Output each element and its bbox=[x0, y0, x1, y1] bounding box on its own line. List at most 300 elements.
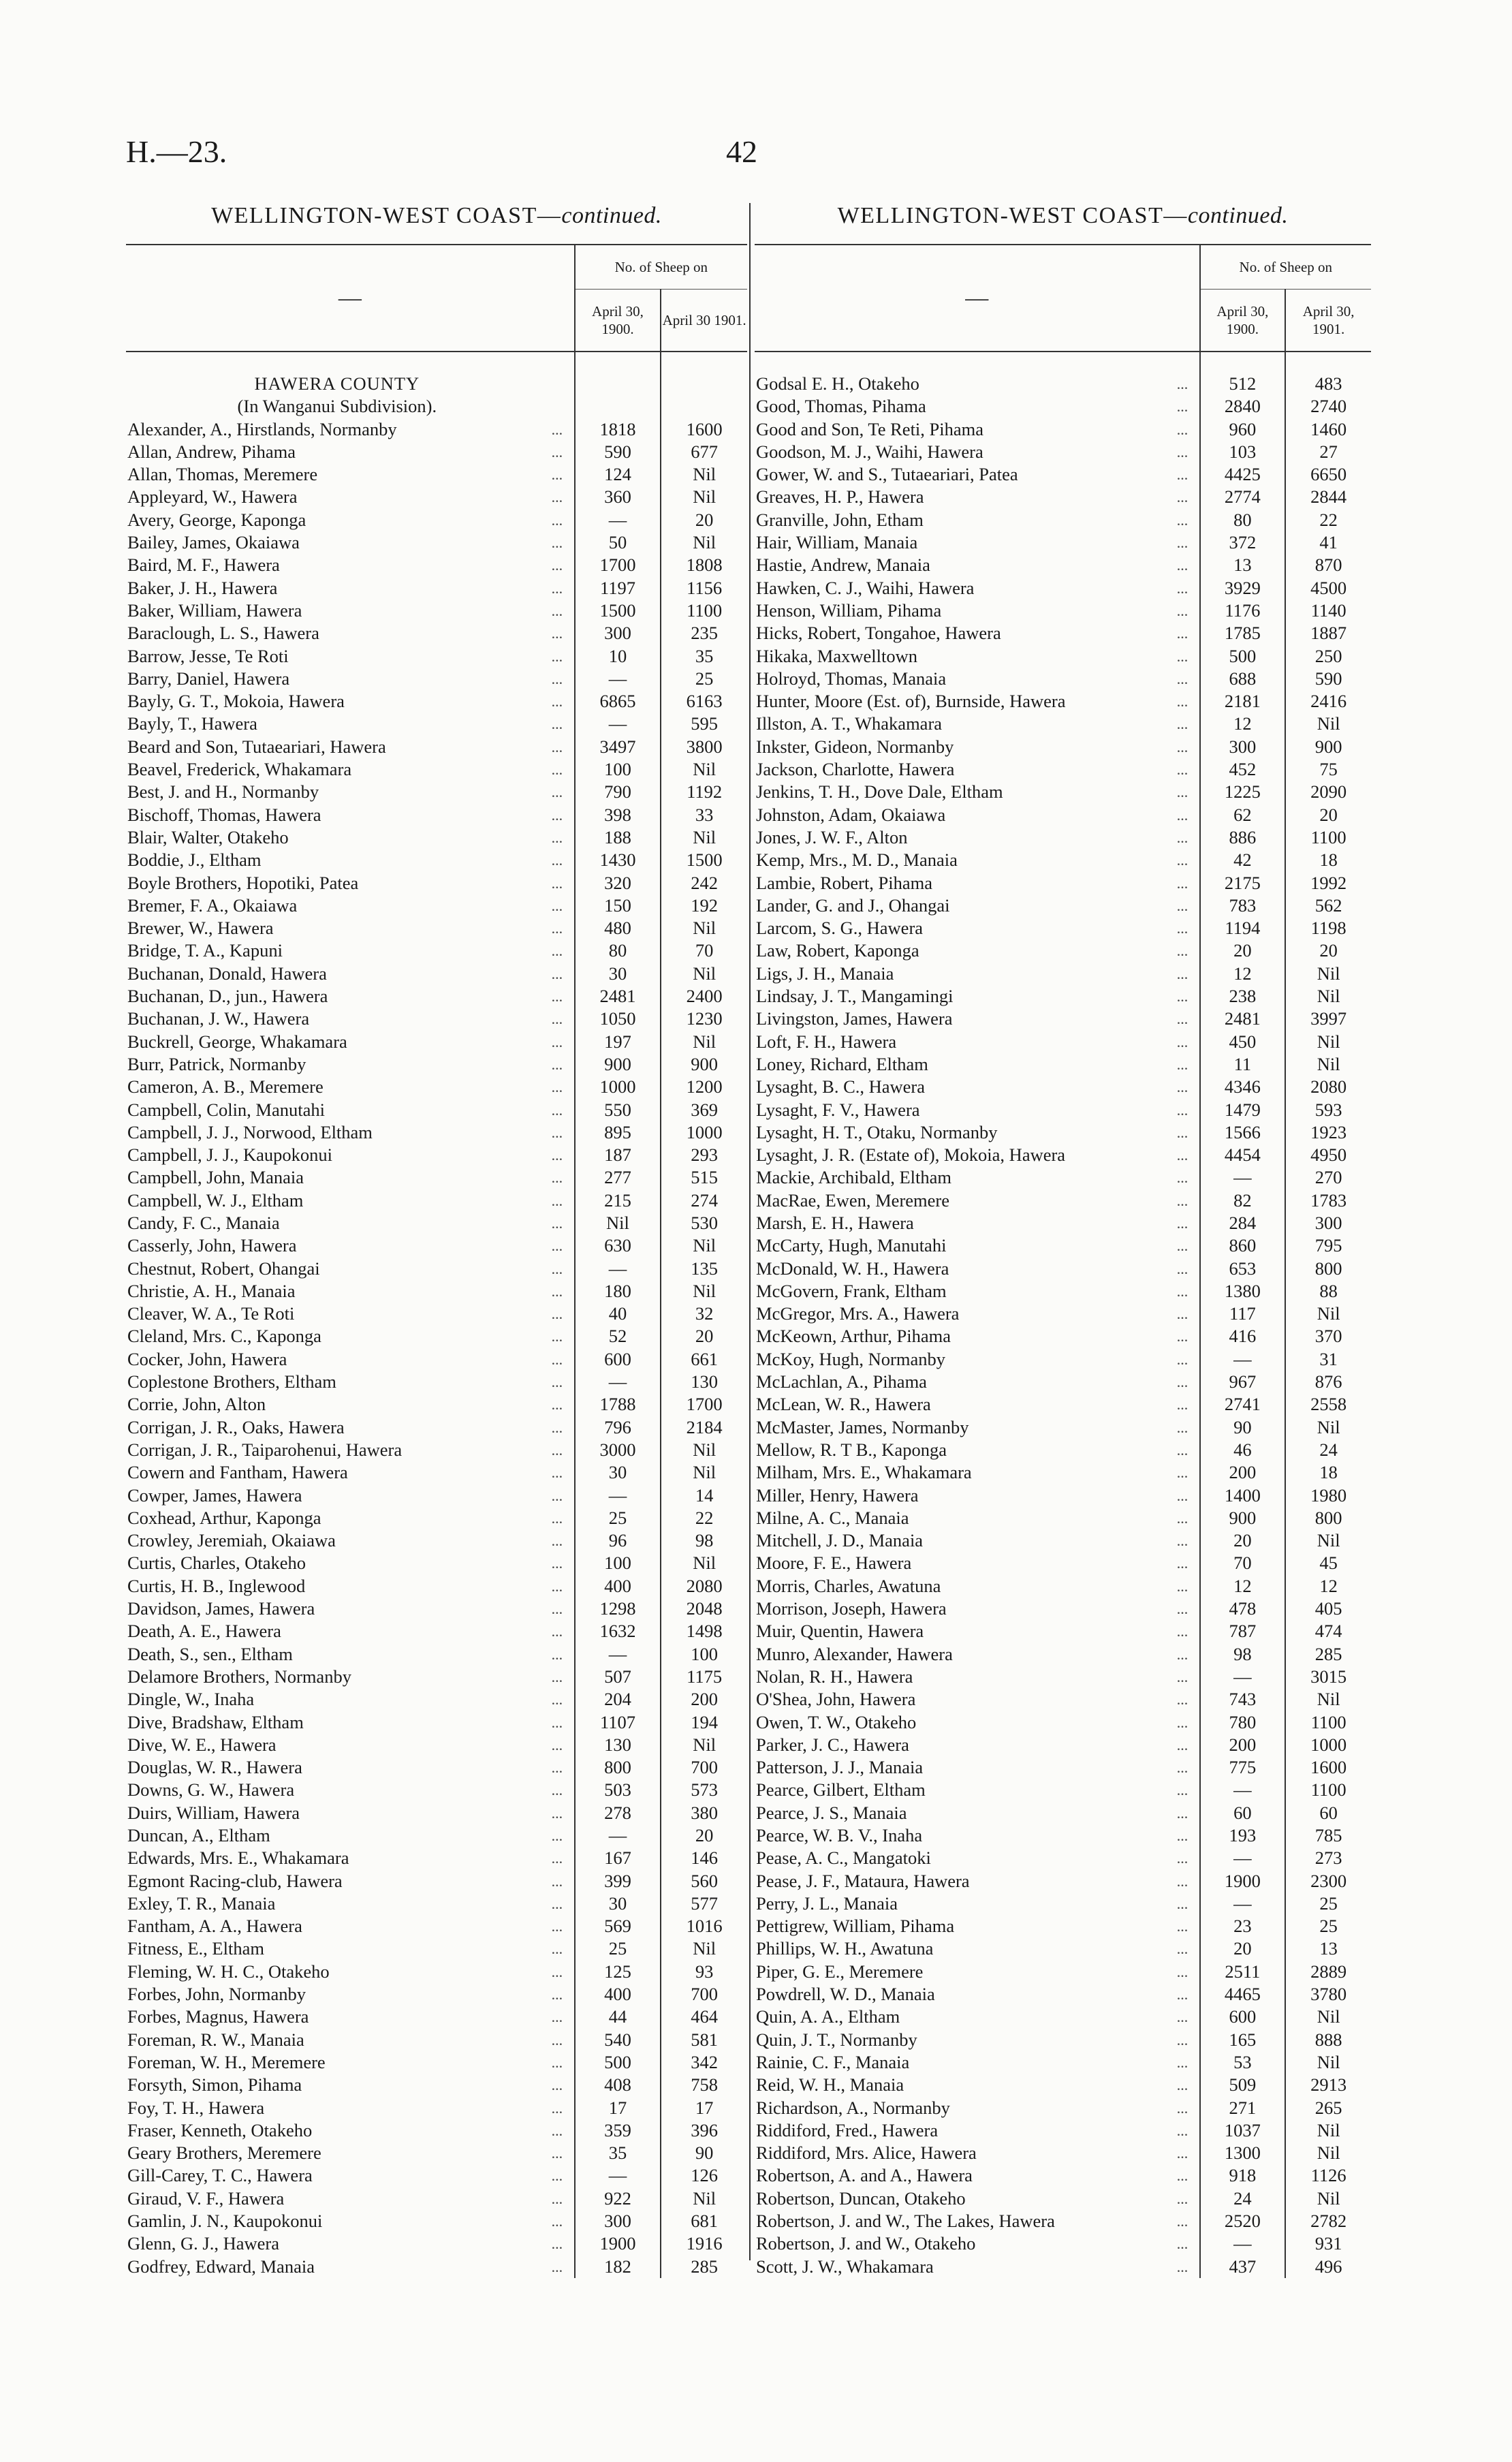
sheep-1900: 50 bbox=[575, 531, 661, 554]
table-row bbox=[126, 1166, 747, 1189]
sheep-1901: 293 bbox=[661, 1144, 747, 1166]
sheep-1901: 405 bbox=[1285, 1598, 1371, 1620]
leader-dots: ... bbox=[1176, 1781, 1188, 1799]
owner-name: Christie, A. H., Manaia bbox=[127, 1280, 296, 1301]
table-row bbox=[126, 1734, 747, 1756]
leader-dots: ... bbox=[1176, 579, 1188, 597]
sheep-1900: — bbox=[575, 2164, 661, 2187]
sheep-1900: 188 bbox=[575, 826, 661, 849]
sheep-1900: — bbox=[1200, 1779, 1286, 1801]
table-row bbox=[126, 1824, 747, 1847]
owner-name: Dingle, W., Inaha bbox=[127, 1689, 255, 1710]
leader-dots: ... bbox=[1176, 942, 1188, 960]
table-row bbox=[126, 622, 747, 644]
owner-name: Phillips, W. H., Awatuna bbox=[756, 1938, 934, 1959]
table-row bbox=[755, 622, 1371, 644]
sheep-1900: 187 bbox=[575, 1144, 661, 1166]
leader-dots: ... bbox=[1176, 828, 1188, 846]
sheep-1900: 452 bbox=[1200, 758, 1286, 781]
sheep-1900: 500 bbox=[1200, 645, 1286, 668]
sheep-1901: 60 bbox=[1285, 1802, 1371, 1824]
owner-name: Death, S., sen., Eltham bbox=[127, 1643, 293, 1664]
leader-dots: ... bbox=[551, 1033, 563, 1050]
sheep-1901: Nil bbox=[1285, 713, 1371, 735]
table-row bbox=[126, 1348, 747, 1371]
table-row bbox=[126, 963, 747, 985]
table-row bbox=[126, 1892, 747, 1915]
owner-name: Richardson, A., Normanby bbox=[756, 2097, 950, 2118]
sheep-1900: 2511 bbox=[1200, 1961, 1286, 1983]
sheep-1900: — bbox=[1200, 1666, 1286, 1688]
sheep-1900: 1176 bbox=[1200, 599, 1286, 622]
sheep-1901: 90 bbox=[661, 2142, 747, 2164]
table-row bbox=[126, 1983, 747, 2006]
owner-name: Morrison, Joseph, Hawera bbox=[756, 1598, 947, 1619]
leader-dots: ... bbox=[551, 2213, 563, 2230]
sheep-1901: 2400 bbox=[661, 985, 747, 1008]
sheep-1900: 284 bbox=[1200, 1212, 1286, 1234]
owner-name: Quin, A. A., Eltham bbox=[756, 2006, 900, 2027]
sheep-1901: 1156 bbox=[661, 577, 747, 599]
leader-dots: ... bbox=[1176, 1396, 1188, 1414]
owner-name: Hawken, C. J., Waihi, Hawera bbox=[756, 577, 975, 598]
owner-name: Bayly, T., Hawera bbox=[127, 713, 257, 734]
sheep-1901: 1500 bbox=[661, 849, 747, 871]
table-row bbox=[126, 804, 747, 826]
table-row bbox=[755, 577, 1371, 599]
owner-name: Corrie, John, Alton bbox=[127, 1394, 266, 1415]
sheep-1900: 2181 bbox=[1200, 690, 1286, 713]
owner-name: Moore, F. E., Hawera bbox=[756, 1553, 912, 1574]
sheep-1901: 870 bbox=[1285, 554, 1371, 576]
table-row bbox=[126, 985, 747, 1008]
leader-dots: ... bbox=[1176, 965, 1188, 982]
leader-dots: ... bbox=[1176, 1169, 1188, 1187]
owner-name: Granville, John, Etham bbox=[756, 509, 924, 530]
table-row bbox=[755, 2256, 1371, 2278]
leader-dots: ... bbox=[1176, 920, 1188, 937]
owner-name: Edwards, Mrs. E., Whakamara bbox=[127, 1848, 349, 1869]
owner-name: Lysaght, F. V., Hawera bbox=[756, 1099, 920, 1120]
owner-name: Curtis, H. B., Inglewood bbox=[127, 1575, 306, 1596]
table-row bbox=[755, 1824, 1371, 1847]
sheep-1900: 25 bbox=[575, 1507, 661, 1529]
sheep-1900: 12 bbox=[1200, 713, 1286, 735]
sheep-1900: 52 bbox=[575, 1325, 661, 1347]
sheep-1900: 60 bbox=[1200, 1802, 1286, 1824]
leader-dots: ... bbox=[551, 874, 563, 892]
sheep-1900: 2774 bbox=[1200, 486, 1286, 508]
leader-dots: ... bbox=[1176, 647, 1188, 665]
leader-dots: ... bbox=[551, 1237, 563, 1255]
owner-name: Cleaver, W. A., Te Roti bbox=[127, 1303, 295, 1324]
sheep-1901: 681 bbox=[661, 2210, 747, 2232]
leader-dots: ... bbox=[551, 715, 563, 733]
leader-dots: ... bbox=[551, 1555, 563, 1572]
owner-name: Lysaght, H. T., Otaku, Normanby bbox=[756, 1121, 998, 1142]
owner-name: Nolan, R. H., Hawera bbox=[756, 1666, 913, 1687]
sheep-1901: 25 bbox=[1285, 1915, 1371, 1937]
table-row bbox=[755, 1461, 1371, 1484]
owner-name: Ligs, J. H., Manaia bbox=[756, 963, 894, 984]
sheep-1900: 90 bbox=[1200, 1416, 1286, 1439]
leader-dots: ... bbox=[551, 2190, 563, 2207]
sheep-1900: 215 bbox=[575, 1189, 661, 1212]
owner-name: Alexander, A., Hirstlands, Normanby bbox=[127, 418, 397, 439]
column-title: WELLINGTON-WEST COAST—continued. bbox=[837, 203, 1289, 228]
sheep-1900: 400 bbox=[575, 1575, 661, 1598]
sheep-1900: Nil bbox=[575, 1212, 661, 1234]
table-row bbox=[126, 690, 747, 713]
sheep-1900: 20 bbox=[1200, 1937, 1286, 1960]
sheep-1900: 1788 bbox=[575, 1393, 661, 1416]
leader-dots: ... bbox=[1176, 1940, 1188, 1958]
table-row bbox=[755, 1303, 1371, 1325]
table-row bbox=[126, 939, 747, 962]
sheep-1900: 1197 bbox=[575, 577, 661, 599]
sheep-1901: Nil bbox=[661, 463, 747, 486]
sheep-1901: 661 bbox=[661, 1348, 747, 1371]
sheep-1900: 630 bbox=[575, 1234, 661, 1257]
year-1900-header: April 30, 1900. bbox=[1200, 290, 1286, 352]
sheep-1900: 550 bbox=[575, 1099, 661, 1121]
table-row bbox=[755, 2029, 1371, 2051]
sheep-1901: 135 bbox=[661, 1258, 747, 1280]
owner-name: Fraser, Kenneth, Otakeho bbox=[127, 2119, 313, 2140]
table-row bbox=[755, 1575, 1371, 1598]
leader-dots: ... bbox=[551, 1055, 563, 1073]
owner-name: Bridge, T. A., Kapuni bbox=[127, 940, 283, 961]
owner-name: Exley, T. R., Manaia bbox=[127, 1892, 276, 1914]
sheep-1901: Nil bbox=[661, 1234, 747, 1257]
leader-dots: ... bbox=[1176, 1033, 1188, 1050]
table-row bbox=[126, 2074, 747, 2096]
sheep-1901: 98 bbox=[661, 1529, 747, 1552]
sheep-1900: 2741 bbox=[1200, 1393, 1286, 1416]
sheep-count-header: No. of Sheep on bbox=[1200, 245, 1371, 290]
table-row bbox=[755, 1189, 1371, 1212]
owner-name: Cocker, John, Hawera bbox=[127, 1348, 287, 1369]
sheep-1901: 274 bbox=[661, 1189, 747, 1212]
sheep-1901: Nil bbox=[661, 826, 747, 849]
leader-dots: ... bbox=[1176, 1918, 1188, 1935]
sheep-1901: 573 bbox=[661, 1779, 747, 1801]
sheep-1901: Nil bbox=[661, 1552, 747, 1574]
sheep-1900: 180 bbox=[575, 1280, 661, 1303]
sheep-1901: 3780 bbox=[1285, 1983, 1371, 2006]
owner-name: Crowley, Jeremiah, Okaiawa bbox=[127, 1530, 336, 1551]
leader-dots: ... bbox=[1176, 511, 1188, 529]
leader-dots: ... bbox=[551, 1804, 563, 1822]
owner-name: McDonald, W. H., Hawera bbox=[756, 1258, 949, 1279]
owner-name: Baraclough, L. S., Hawera bbox=[127, 623, 319, 644]
leader-dots: ... bbox=[1176, 693, 1188, 711]
leader-dots: ... bbox=[551, 2145, 563, 2162]
sheep-1900: 6865 bbox=[575, 690, 661, 713]
sheep-1901: 3997 bbox=[1285, 1008, 1371, 1030]
sheep-1901: 562 bbox=[1285, 894, 1371, 917]
owner-name: Loney, Richard, Eltham bbox=[756, 1053, 928, 1074]
sheep-1900: — bbox=[575, 668, 661, 690]
leader-dots: ... bbox=[551, 1713, 563, 1731]
sheep-1901: 593 bbox=[1285, 1099, 1371, 1121]
sheep-1901: 900 bbox=[1285, 736, 1371, 758]
leader-dots: ... bbox=[1176, 1464, 1188, 1482]
table-row bbox=[126, 1031, 747, 1053]
sheep-1900: 30 bbox=[575, 1461, 661, 1484]
leader-dots: ... bbox=[551, 488, 563, 506]
sheep-1901: 876 bbox=[1285, 1371, 1371, 1393]
owner-name: McLachlan, A., Pihama bbox=[756, 1371, 927, 1392]
leader-dots: ... bbox=[1176, 715, 1188, 733]
sheep-1900: 12 bbox=[1200, 1575, 1286, 1598]
leader-dots: ... bbox=[1176, 2076, 1188, 2094]
table-row bbox=[755, 1099, 1371, 1121]
owner-name: Corrigan, J. R., Taiparohenui, Hawera bbox=[127, 1439, 403, 1460]
table-row bbox=[755, 1484, 1371, 1507]
sheep-1901: 20 bbox=[661, 1325, 747, 1347]
table-row bbox=[126, 441, 747, 463]
table-row bbox=[126, 1439, 747, 1461]
leader-dots: ... bbox=[1176, 1350, 1188, 1368]
table-row bbox=[755, 509, 1371, 531]
sheep-1900: 860 bbox=[1200, 1234, 1286, 1257]
owner-name: Lysaght, J. R. (Estate of), Mokoia, Hawera bbox=[756, 1144, 1066, 1166]
table-row bbox=[755, 1756, 1371, 1779]
sheep-1901: 1808 bbox=[661, 554, 747, 576]
table-row bbox=[755, 554, 1371, 576]
sheep-1900: 796 bbox=[575, 1416, 661, 1439]
sheep-1901: 2782 bbox=[1285, 2210, 1371, 2232]
year-1901-header: April 30, 1901. bbox=[1285, 290, 1371, 352]
table-row bbox=[755, 1779, 1371, 1801]
sheep-1901: 17 bbox=[661, 2097, 747, 2119]
owner-name: Lander, G. and J., Ohangai bbox=[756, 894, 950, 916]
sheep-1900: 2175 bbox=[1200, 872, 1286, 894]
table-row bbox=[755, 1393, 1371, 1416]
sheep-1901: 126 bbox=[661, 2164, 747, 2187]
leader-dots: ... bbox=[551, 988, 563, 1006]
leader-dots: ... bbox=[551, 420, 563, 438]
owner-name: Foreman, R. W., Manaia bbox=[127, 2029, 304, 2050]
owner-name: Appleyard, W., Hawera bbox=[127, 486, 298, 508]
leader-dots: ... bbox=[551, 965, 563, 982]
sheep-1901: Nil bbox=[1285, 2051, 1371, 2074]
sheep-1900: 1700 bbox=[575, 554, 661, 576]
leader-dots: ... bbox=[1176, 1827, 1188, 1844]
table-row bbox=[755, 894, 1371, 917]
leader-dots: ... bbox=[1176, 625, 1188, 642]
sheep-1901: Nil bbox=[1285, 2119, 1371, 2142]
leader-dots: ... bbox=[551, 1396, 563, 1414]
table-row bbox=[126, 1620, 747, 1642]
leader-dots: ... bbox=[1176, 761, 1188, 779]
owner-name: Rainie, C. F., Manaia bbox=[756, 2051, 910, 2072]
leader-dots: ... bbox=[551, 1147, 563, 1164]
owner-name: Hunter, Moore (Est. of), Burnside, Hawera bbox=[756, 691, 1066, 712]
sheep-1900: 40 bbox=[575, 1303, 661, 1325]
leader-dots: ... bbox=[551, 1282, 563, 1300]
leader-dots: ... bbox=[551, 1850, 563, 1867]
sheep-1901: 2184 bbox=[661, 1416, 747, 1439]
table-row bbox=[755, 2119, 1371, 2142]
table-row bbox=[755, 939, 1371, 962]
leader-dots: ... bbox=[1176, 1260, 1188, 1277]
table-row bbox=[755, 1121, 1371, 1144]
owner-name: Campbell, John, Manaia bbox=[127, 1167, 304, 1188]
owner-name: Delamore Brothers, Normanby bbox=[127, 1666, 351, 1687]
sheep-1900: 165 bbox=[1200, 2029, 1286, 2051]
owner-name: Giraud, V. F., Hawera bbox=[127, 2187, 285, 2209]
right-column bbox=[755, 203, 1371, 2278]
table-row bbox=[755, 2006, 1371, 2028]
table-row bbox=[126, 1961, 747, 1983]
leader-dots: ... bbox=[551, 828, 563, 846]
sheep-1901: 2080 bbox=[1285, 1076, 1371, 1098]
sheep-1901: Nil bbox=[1285, 2142, 1371, 2164]
sheep-1901: Nil bbox=[1285, 1688, 1371, 1711]
sheep-1901: 194 bbox=[661, 1711, 747, 1734]
leader-dots: ... bbox=[551, 1486, 563, 1504]
table-row bbox=[755, 2210, 1371, 2232]
sheep-1900: 182 bbox=[575, 2256, 661, 2278]
owner-name: Reid, W. H., Manaia bbox=[756, 2074, 904, 2095]
sheep-1900: 82 bbox=[1200, 1189, 1286, 1212]
sheep-1901: 1100 bbox=[1285, 1779, 1371, 1801]
sheep-1900: 743 bbox=[1200, 1688, 1286, 1711]
table-row bbox=[126, 1076, 747, 1098]
sheep-1901: 483 bbox=[1285, 373, 1371, 395]
sheep-1901: 515 bbox=[661, 1166, 747, 1189]
leader-dots: ... bbox=[551, 1214, 563, 1232]
owner-name: McKeown, Arthur, Pihama bbox=[756, 1326, 951, 1347]
leader-dots: ... bbox=[551, 1169, 563, 1187]
owner-name: Baird, M. F., Hawera bbox=[127, 555, 280, 576]
sheep-1901: 1198 bbox=[1285, 917, 1371, 939]
sheep-1900: 3000 bbox=[575, 1439, 661, 1461]
table-row bbox=[126, 2006, 747, 2028]
leader-dots: ... bbox=[1176, 488, 1188, 506]
owner-name: McCarty, Hugh, Manutahi bbox=[756, 1235, 947, 1256]
owner-name: Quin, J. T., Normanby bbox=[756, 2029, 917, 2050]
leader-dots: ... bbox=[1176, 1577, 1188, 1595]
sheep-1901: 758 bbox=[661, 2074, 747, 2096]
leader-dots: ... bbox=[1176, 1963, 1188, 1980]
sheep-1901: 20 bbox=[661, 509, 747, 531]
sheep-1901: 285 bbox=[661, 2256, 747, 2278]
sheep-1900: 895 bbox=[575, 1121, 661, 1144]
leader-dots: ... bbox=[1176, 1759, 1188, 1777]
sheep-1900: 1900 bbox=[1200, 1870, 1286, 1892]
sheep-1900: 150 bbox=[575, 894, 661, 917]
left-column bbox=[126, 203, 747, 2278]
owner-name: Cameron, A. B., Meremere bbox=[127, 1076, 324, 1097]
sheep-1900: 125 bbox=[575, 1961, 661, 1983]
leader-dots: ... bbox=[551, 443, 563, 461]
sheep-1901: 800 bbox=[1285, 1258, 1371, 1280]
sheep-1901: Nil bbox=[1285, 1529, 1371, 1552]
table-row bbox=[755, 2097, 1371, 2119]
sheep-1901: Nil bbox=[1285, 2187, 1371, 2210]
sheep-1901: 888 bbox=[1285, 2029, 1371, 2051]
sheep-1900: 62 bbox=[1200, 804, 1286, 826]
leader-dots: ... bbox=[551, 1441, 563, 1459]
table-row bbox=[755, 849, 1371, 871]
leader-dots: ... bbox=[1176, 1237, 1188, 1255]
leader-dots: ... bbox=[551, 1645, 563, 1663]
table-row bbox=[126, 418, 747, 441]
sheep-1901: 3800 bbox=[661, 736, 747, 758]
leader-dots: ... bbox=[1176, 1532, 1188, 1550]
leader-dots: ... bbox=[551, 1895, 563, 1912]
sheep-1900: 124 bbox=[575, 463, 661, 486]
sheep-1900: 35 bbox=[575, 2142, 661, 2164]
table-row bbox=[126, 463, 747, 486]
sheep-1900: 540 bbox=[575, 2029, 661, 2051]
table-row bbox=[126, 1507, 747, 1529]
leader-dots: ... bbox=[551, 1940, 563, 1958]
owner-name: Robertson, J. and W., Otakeho bbox=[756, 2233, 976, 2254]
leader-dots: ... bbox=[551, 1691, 563, 1709]
sheep-1900: 200 bbox=[1200, 1734, 1286, 1756]
leader-dots: ... bbox=[1176, 1804, 1188, 1822]
table-row bbox=[755, 758, 1371, 781]
table-row bbox=[126, 1915, 747, 1937]
owner-name: Scott, J. W., Whakamara bbox=[756, 2256, 934, 2277]
table-row bbox=[755, 713, 1371, 735]
sheep-1901: 242 bbox=[661, 872, 747, 894]
sheep-1900: 2481 bbox=[575, 985, 661, 1008]
table-row bbox=[126, 1258, 747, 1280]
sheep-1900: — bbox=[575, 1643, 661, 1666]
sheep-1901: 14 bbox=[661, 1484, 747, 1507]
subsection-heading: (In Wanganui Subdivision). bbox=[237, 396, 437, 417]
sheep-1901: 70 bbox=[661, 939, 747, 962]
sheep-1901: Nil bbox=[1285, 1053, 1371, 1076]
owner-name: Henson, William, Pihama bbox=[756, 599, 942, 621]
owner-name: McGregor, Mrs. A., Hawera bbox=[756, 1303, 960, 1324]
leader-dots: ... bbox=[1176, 738, 1188, 755]
sheep-1901: 1498 bbox=[661, 1620, 747, 1642]
sheep-1901: 1016 bbox=[661, 1915, 747, 1937]
sheep-1901: 560 bbox=[661, 1870, 747, 1892]
owner-name: Jackson, Charlotte, Hawera bbox=[756, 759, 955, 780]
owner-name: Fleming, W. H. C., Otakeho bbox=[127, 1961, 330, 1982]
sheep-1901: 369 bbox=[661, 1099, 747, 1121]
sheep-1901: 2300 bbox=[1285, 1870, 1371, 1892]
table-row bbox=[755, 1666, 1371, 1688]
table-row bbox=[126, 1552, 747, 1574]
table-row bbox=[126, 849, 747, 871]
leader-dots: ... bbox=[551, 806, 563, 824]
leader-dots: ... bbox=[551, 1963, 563, 1980]
table-row bbox=[755, 373, 1371, 395]
table-row bbox=[755, 826, 1371, 849]
sheep-1901: 41 bbox=[1285, 531, 1371, 554]
sheep-1900: 918 bbox=[1200, 2164, 1286, 2187]
owner-name: Hicks, Robert, Tongahoe, Hawera bbox=[756, 623, 1001, 644]
table-row bbox=[755, 418, 1371, 441]
table-row bbox=[126, 509, 747, 531]
owner-name: Milne, A. C., Manaia bbox=[756, 1507, 909, 1528]
table-row bbox=[126, 1121, 747, 1144]
table-row bbox=[126, 2232, 747, 2255]
sheep-1900: 42 bbox=[1200, 849, 1286, 871]
leader-dots: ... bbox=[1176, 874, 1188, 892]
leader-dots: ... bbox=[1176, 1078, 1188, 1096]
sheep-1901: 32 bbox=[661, 1303, 747, 1325]
leader-dots: ... bbox=[551, 1668, 563, 1685]
